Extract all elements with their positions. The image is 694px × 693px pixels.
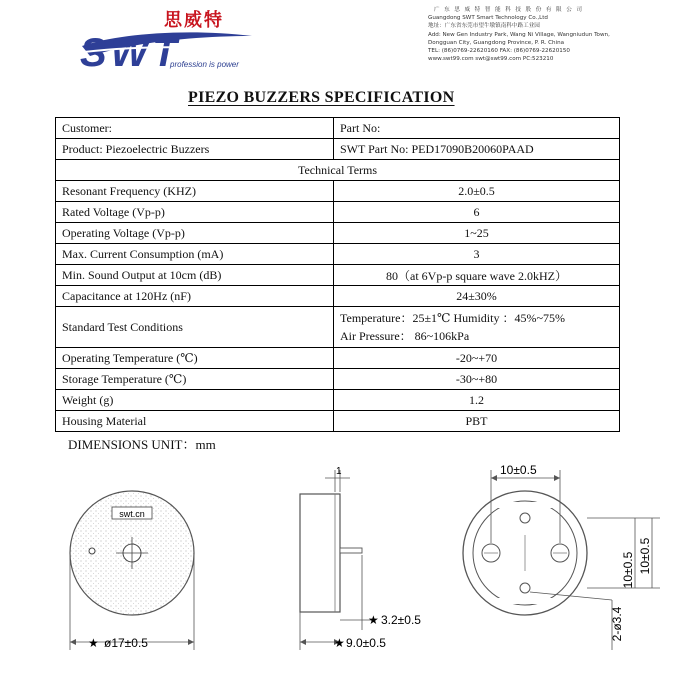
company-line: Dongguan City, Guangdong Province, P. R. China [428,39,565,46]
spec-label: Weight (g) [56,390,334,411]
spec-value: 3 [334,244,620,265]
front-diameter-label: ø17±0.5 [104,636,148,650]
spec-value: -30~+80 [334,369,620,390]
spec-value: 80（at 6Vp-p square wave 2.0kHZ） [334,265,620,286]
table-row [56,160,620,181]
table-row [56,181,620,202]
company-line: TEL: (86)0769-22620160 FAX: (86)0769-22620150 [428,48,570,55]
spec-label: Storage Temperature (℃) [56,369,334,390]
spec-label: Housing Material [56,411,334,432]
brand-chinese-name: 思威特 [164,10,224,31]
spec-value: 24±30% [334,286,620,307]
rear-pitch-h-label: 10±0.5 [500,463,537,477]
spec-value: 1~25 [334,223,620,244]
spec-value: PBT [334,411,620,432]
table-row [56,223,620,244]
spec-value: 6 [334,202,620,223]
spec-label: Capacitance at 120Hz (nF) [56,286,334,307]
spec-table [55,117,620,432]
partno-label: Part No: [334,118,620,139]
table-row [56,118,620,139]
front-view [70,491,194,650]
star-mark: ★ [368,613,379,627]
rear-pitch-v1-label: 10±0.5 [638,537,652,575]
table-row [56,265,620,286]
table-row [56,390,620,411]
table-row [56,411,620,432]
table-row [56,307,620,348]
swt-partno: SWT Part No: PED17090B20060PAAD [334,139,620,160]
test-condition-temperature: Temperature：25±1℃ Humidity ：45%~75% [340,311,565,325]
spec-label: Standard Test Conditions [56,307,334,348]
spec-label: Min. Sound Output at 10cm (dB) [56,265,334,286]
document-title: PIEZO BUZZERS SPECIFICATION [188,89,455,106]
customer-label: Customer: [56,118,334,139]
brand-tagline: profession is power [170,60,239,69]
star-mark: ★ [334,636,345,650]
company-line: Guangdong SWT Smart Technology Co.,Ltd [428,15,548,22]
side-thickness-label: 1 [336,466,342,477]
rear-pitch-v2-label: 10±0.5 [621,551,635,589]
spec-label: Rated Voltage (Vp-p) [56,202,334,223]
spec-label: Operating Temperature (℃) [56,348,334,369]
spec-label: Operating Voltage (Vp-p) [56,223,334,244]
side-height-label: 9.0±0.5 [346,636,386,650]
company-line: www.swt99.com swt@swt99.com PC:523210 [428,56,554,63]
company-line: 地址：广东省东莞市望牛墩镇南科中路工业园 [428,23,540,30]
section-header: Technical Terms [56,160,620,181]
spec-value: -20~+70 [334,348,620,369]
rear-pin-diameter-label: 2-ø3.4 [610,606,624,642]
table-row [56,139,620,160]
spec-label: Resonant Frequency (KHZ) [56,181,334,202]
side-view [300,466,421,650]
table-row [56,369,620,390]
star-mark: ★ [88,636,99,650]
table-row [56,348,620,369]
table-row [56,244,620,265]
spec-value: 2.0±0.5 [334,181,620,202]
spec-label: Max. Current Consumption (mA) [56,244,334,265]
rear-view [463,463,660,650]
spec-value [334,307,620,348]
company-line: Add: New Gen Industry Park, Wang Ni Village, Wangniudun Town, [428,31,610,38]
table-row [56,202,620,223]
side-pin-label: 3.2±0.5 [381,613,421,627]
front-mark-text: swt.cn [119,509,145,519]
table-row [56,286,620,307]
logo-wordmark: SWT [80,31,181,74]
test-condition-pressure: Air Pressure： 86~106kPa [340,329,470,343]
spec-value: 1.2 [334,390,620,411]
company-line: 广 东 思 威 特 智 能 科 技 股 份 有 限 公 司 [434,7,584,13]
dimensions-heading: DIMENSIONS UNIT：mm [68,437,216,452]
dimension-drawings [0,450,694,693]
product-label: Product: Piezoelectric Buzzers [56,139,334,160]
company-info [428,6,690,63]
